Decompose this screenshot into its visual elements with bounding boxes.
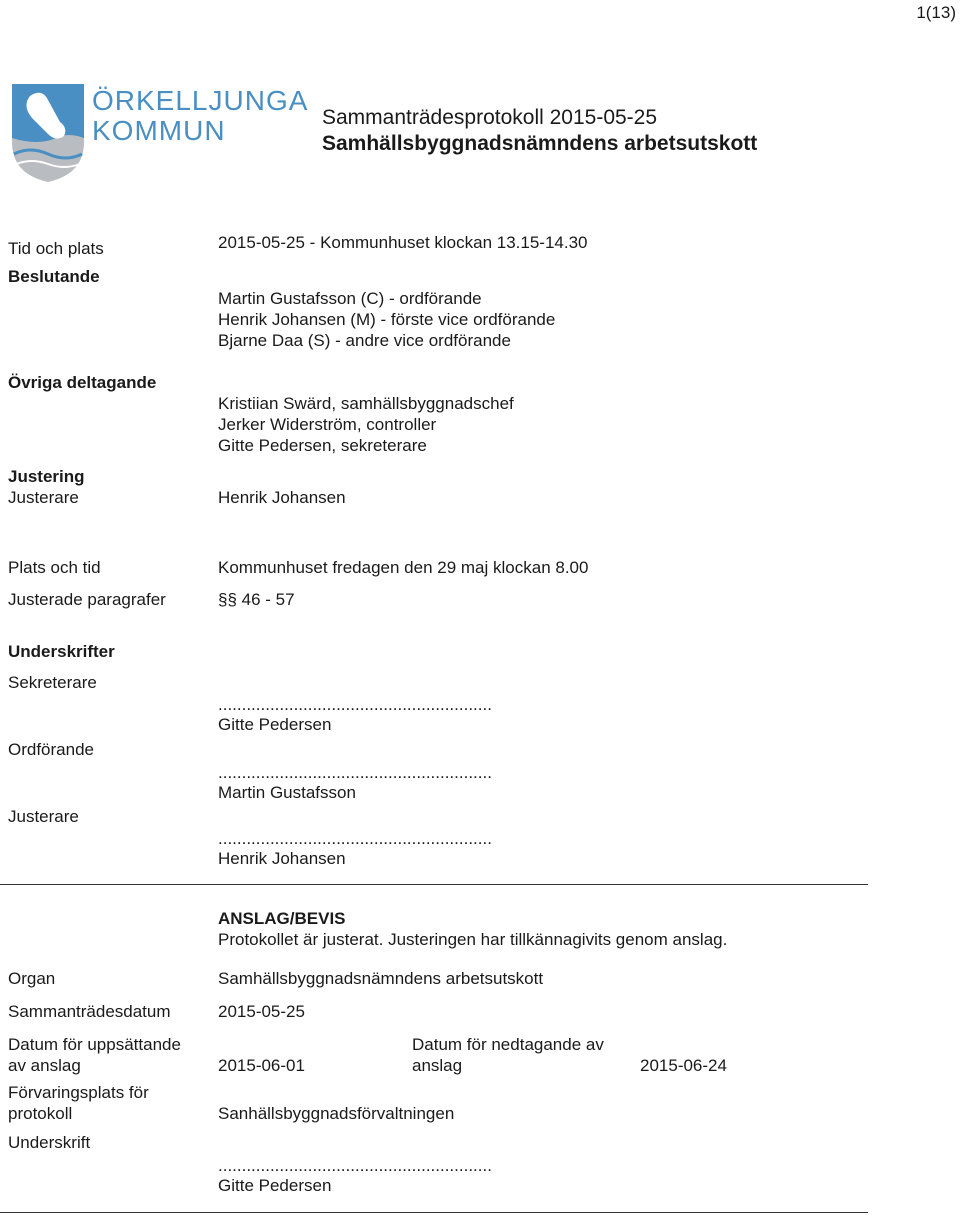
removal-value: 2015-06-24 [640,1056,727,1075]
logo-shield-icon [8,82,88,184]
document-subtitle: Samhällsbyggnadsnämndens arbetsutskott [322,132,758,155]
deciding-member: Martin Gustafsson (C) - ordförande [218,289,482,308]
adjuster-label: Justerare [8,807,79,826]
storage-value: Sanhällsbyggnadsförvaltningen [218,1104,455,1123]
signature-line: .......................................................... [218,763,492,782]
adjuster-name: Henrik Johansen [218,849,346,868]
deciding-member: Bjarne Daa (S) - andre vice ordförande [218,331,511,350]
storage-label: Förvaringsplats för [8,1083,149,1102]
meeting-date-label: Sammanträdesdatum [8,1002,171,1021]
organ-label: Organ [8,969,56,988]
deciding-member: Henrik Johansen (M) - förste vice ordförande [218,310,556,329]
signature-line: .......................................................... [218,695,492,714]
signature-label: Underskrift [8,1133,91,1152]
removal-label: Datum för nedtagande av [412,1035,604,1054]
signature-line: .......................................................... [218,1156,492,1175]
time-place-label: Tid och plats [8,239,104,258]
divider [0,884,868,885]
page-number: 1(13) [916,3,956,22]
other-participant: Jerker Widerström, controller [218,415,437,434]
secretary-label: Sekreterare [8,673,97,692]
logo-text-line1: ÖRKELLJUNGA [92,85,309,116]
signature-line: .......................................................... [218,829,492,848]
notice-text: Protokollet är justerat. Justeringen har tillkännagivits genom anslag. [218,930,728,949]
signature-name: Gitte Pedersen [218,1176,332,1195]
paragraphs-value: §§ 46 - 57 [218,590,295,609]
chair-name: Martin Gustafsson [218,783,356,802]
deciding-label: Beslutande [8,267,100,286]
municipality-logo [8,82,309,184]
other-participant: Gitte Pedersen, sekreterare [218,436,427,455]
posting-value: 2015-06-01 [218,1056,305,1075]
posting-label: Datum för uppsättande [8,1035,181,1054]
place-time-label: Plats och tid [8,558,101,577]
adjusters-label: Justerare [8,488,79,507]
others-label: Övriga deltagande [8,373,157,392]
removal-label: anslag [412,1056,463,1075]
secretary-name: Gitte Pedersen [218,715,332,734]
posting-label: av anslag [8,1056,81,1075]
logo-text-line2: KOMMUN [92,115,226,146]
storage-label: protokoll [8,1104,73,1123]
signatures-heading: Underskrifter [8,642,115,661]
document-title: Sammanträdesprotokoll 2015-05-25 [322,106,658,129]
notice-heading: ANSLAG/BEVIS [218,909,346,928]
divider [0,1212,868,1213]
time-place-value: 2015-05-25 - Kommunhuset klockan 13.15-14.30 [218,233,588,252]
other-participant: Kristiian Swärd, samhällsbyggnadschef [218,394,514,413]
place-time-value: Kommunhuset fredagen den 29 maj klockan 8.00 [218,558,589,577]
paragraphs-label: Justerade paragrafer [8,590,166,609]
meeting-date-value: 2015-05-25 [218,1002,305,1021]
organ-value: Samhällsbyggnadsnämndens arbetsutskott [218,969,544,988]
adjusters-value: Henrik Johansen [218,488,346,507]
adjustment-label: Justering [8,467,85,486]
chair-label: Ordförande [8,740,94,759]
